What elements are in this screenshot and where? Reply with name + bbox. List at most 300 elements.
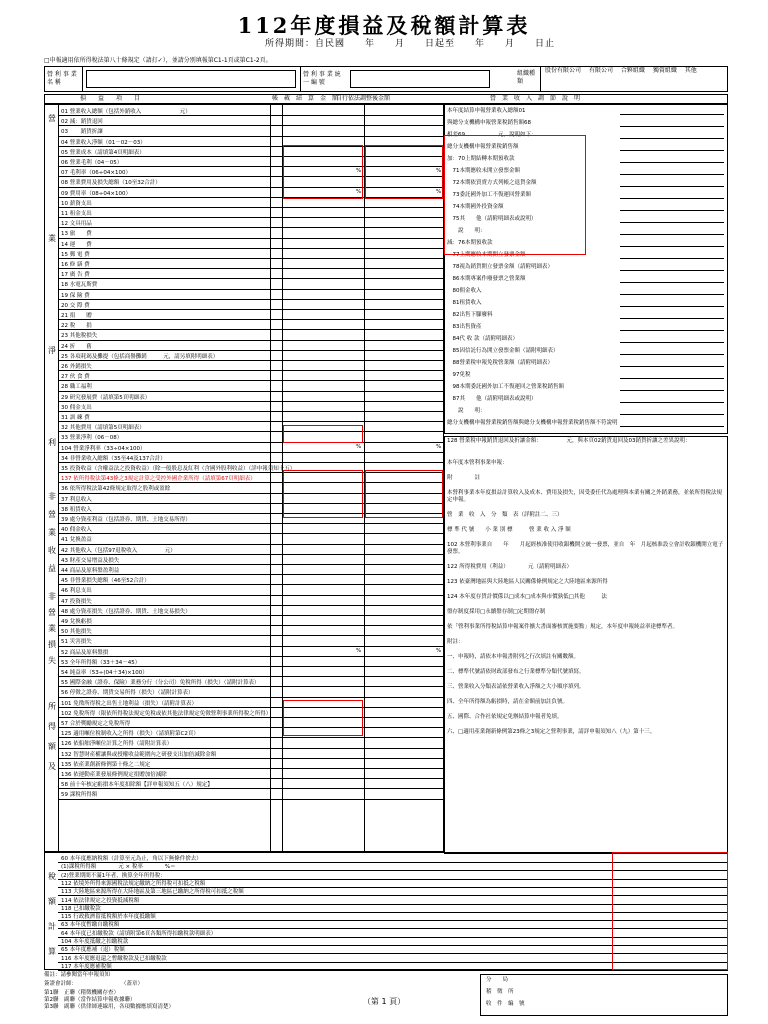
tax-adjust-cell[interactable] [366, 371, 442, 380]
revenue-adjust-amount-line[interactable] [620, 210, 724, 211]
side-label-6: 營 [48, 510, 56, 519]
tax-row-label: 114 依法律規定之投資抵減稅額 [61, 897, 140, 904]
note-item: 123 依臺灣地區與大陸地區人民關係條例規定之大陸地區來源所得 [447, 579, 608, 585]
org-type-3[interactable]: 合夥組織 [620, 67, 645, 74]
percent-sign: % [436, 443, 442, 450]
note-item: 依「營利事業所得稅結算申報案件擴大書面審核實施要點」規定，本年度申報純益率達標準者。 [447, 624, 679, 630]
tax-adjust-cell[interactable] [366, 116, 442, 125]
left-row-label: 35 投資收益（含權益法之投資收益）（除一般股息及紅利（含國外股利收益）（詳申報須知十五） [61, 466, 296, 472]
book-amount-cell[interactable] [284, 249, 362, 258]
book-amount-cell[interactable] [284, 269, 362, 278]
left-row-label: 132 智慧財產權讓與或授權收益範圍內之研發支出加倍減除金額 [61, 751, 217, 758]
org-type-5[interactable]: 其他 [684, 67, 697, 74]
left-row-label: 44 商品及原料盤盈利益 [61, 568, 120, 574]
tax-adjust-cell[interactable] [366, 749, 442, 758]
tax-row-label: 112 依境外所得來源國稅法規定繳納之所得稅可扣抵之稅額 [61, 880, 206, 887]
tax-adjust-cell[interactable] [366, 106, 442, 115]
tax-adjust-cell[interactable] [366, 698, 442, 707]
red-box-net [283, 425, 363, 443]
left-row-label: 04 營業收入淨額（01－02－03） [61, 139, 146, 146]
left-row-label: 21 捐 贈 [61, 313, 92, 319]
left-row-label: 47 投資損失 [61, 598, 92, 605]
left-row-label: 13 旅 費 [61, 231, 92, 238]
book-amount-cell[interactable] [284, 259, 362, 268]
book-amount-cell[interactable] [284, 341, 362, 350]
revenue-adjust-amount-line[interactable] [620, 162, 724, 163]
left-row-label: 39 處分資產利益（包括證券、期貨、土地交易所得） [61, 517, 191, 523]
note-item: 124 本年度存貨計價係以□成本□成本與市價孰低□其他 法 [447, 594, 607, 600]
side-label-divider [58, 104, 59, 852]
tax-adjust-cell[interactable] [366, 708, 442, 717]
revenue-adjust-amount-line[interactable] [620, 342, 724, 343]
book-amount-cell[interactable] [284, 351, 362, 360]
org-type-2[interactable]: 有限公司 [588, 67, 613, 74]
tax-adjust-cell[interactable] [366, 443, 442, 452]
left-row-label: 34 非營業收入總額（35至44及137合計） [61, 455, 166, 462]
uniform-no-field[interactable] [350, 70, 490, 88]
left-row-label: 46 利息支出 [61, 588, 92, 595]
tax-adjust-cell[interactable] [366, 392, 442, 401]
footer-copy-1: 第1聯 正聯（稽徵機關存查） [44, 990, 120, 996]
left-row-label: 41 兌換盈益 [61, 537, 92, 544]
book-amount-cell[interactable] [284, 616, 362, 625]
book-amount-cell[interactable] [284, 759, 362, 768]
revenue-adjust-item: 86本期專案作廢發票之營業額 [447, 276, 526, 282]
revenue-adjust-amount-line[interactable] [620, 354, 724, 355]
revenue-adjust-amount-line[interactable] [620, 174, 724, 175]
book-amount-cell[interactable] [284, 371, 362, 380]
revenue-adjust-item: 88營業稅申報免稅營業額（請附明細表） [447, 360, 553, 366]
col-book-amount: 帳 載 結 算 金 額 [272, 95, 339, 102]
tax-adjust-cell[interactable] [366, 779, 442, 788]
note-item: 附 註 [447, 475, 481, 481]
revenue-adjust-amount-line[interactable] [620, 306, 724, 307]
tax-adjust-cell[interactable] [366, 636, 442, 645]
footer-copy-3: 第3聯 副聯（供律師連線用，各項數據應填寫清楚） [44, 1004, 175, 1010]
revenue-adjust-amount-line[interactable] [620, 294, 724, 295]
revenue-adjust-item: 減：76本期預收款 [447, 240, 493, 246]
office-box [480, 974, 728, 1016]
note-item: 122 所得稅費用（利益） 元（請附明細表） [447, 564, 572, 570]
org-type-4[interactable]: 獨資組織 [652, 67, 677, 74]
revenue-adjust-item: 78視為銷貨開立發票金額（請附明細表） [447, 264, 553, 270]
left-row-label: 05 營業成本（請填第4頁明細表） [61, 149, 145, 156]
left-row-label: 104 營業淨利率（33÷04×100） [61, 445, 146, 452]
col-item: 損 益 項 目 [80, 95, 141, 102]
tax-row-label: (1)課稅所得額 元 × 稅率 %＝ [61, 864, 176, 871]
tax-row-line [58, 970, 728, 971]
left-row-label: 18 水電瓦斯費 [61, 282, 98, 289]
tax-adjust-cell[interactable] [366, 330, 442, 339]
revenue-adjust-item: 71本期應收未開立發票金額 [447, 168, 520, 174]
tax-adjust-cell[interactable] [366, 677, 442, 686]
tax-adjust-cell[interactable] [366, 259, 442, 268]
tax-adjust-cell[interactable] [366, 269, 442, 278]
left-row-label: 33 營業淨利（06－08） [61, 435, 123, 442]
revenue-adjust-amount-line[interactable] [620, 222, 724, 223]
book-amount-cell[interactable] [284, 738, 362, 747]
left-row-label: 50 其他損失 [61, 629, 92, 636]
tax-adjust-cell[interactable] [366, 320, 442, 329]
revenue-adjust-amount-line[interactable] [620, 366, 724, 367]
income-period: 所得期間：自民國 年 月 日起至 年 月 日止 [265, 39, 556, 49]
book-amount-cell[interactable] [284, 300, 362, 309]
side-label-13: 損 [48, 640, 56, 649]
book-amount-cell[interactable] [284, 677, 362, 686]
tax-adjust-cell[interactable] [366, 453, 442, 462]
revenue-adjust-amount-line[interactable] [620, 258, 724, 259]
book-amount-cell[interactable] [284, 636, 362, 645]
tax-adjust-cell[interactable] [366, 534, 442, 543]
revenue-adjust-item: 98本期委託國外加工不復運回之營業稅銷售額 [447, 384, 565, 390]
revenue-adjust-amount-line[interactable] [620, 198, 724, 199]
percent-sign: % [356, 443, 362, 450]
tax-adjust-cell[interactable] [366, 249, 442, 258]
side-label-8: 收 [48, 546, 56, 555]
note-item: 本營利事業本年度損益計算收入及成本、費用及損失，因受委任代為處理與本業有關之外銷業務，並依所得稅法規定申報。 [447, 490, 723, 503]
book-amount-cell[interactable] [284, 555, 362, 564]
tax-adjust-cell[interactable] [366, 667, 442, 676]
business-name-label: 營 利 事 業 名 稱 [47, 71, 77, 86]
side-label-7: 業 [48, 528, 56, 537]
tax-adjust-cell[interactable] [366, 310, 442, 319]
book-amount-cell[interactable] [284, 596, 362, 605]
side-label-11: 營 [48, 608, 56, 617]
book-amount-cell[interactable] [284, 279, 362, 288]
book-amount-cell[interactable] [284, 626, 362, 635]
tax-side-4: 算 [48, 947, 56, 956]
tax-side-2: 額 [48, 897, 56, 906]
book-amount-cell[interactable] [284, 361, 362, 370]
org-type-label: 組織種類 [517, 70, 536, 85]
revenue-adjust-amount-line[interactable] [620, 402, 724, 403]
left-row-label: 137 依所得稅法第43條之3規定計算之受控外國企業所得（請填第67頁明細表） [61, 476, 256, 483]
book-amount-cell[interactable] [284, 412, 362, 421]
left-row-label: 09 費用率（08÷04×100） [61, 190, 131, 197]
revenue-adjust-amount-line[interactable] [620, 114, 724, 115]
revenue-adjust-item: 75其 他（請附明細表或說明） [447, 216, 537, 222]
note-item: 一、申報時，請依本申報書附列之行次填註有關數額。 [447, 654, 580, 660]
book-amount-cell[interactable] [284, 290, 362, 299]
book-amount-cell[interactable] [284, 198, 362, 207]
red-box-nonop [283, 470, 363, 518]
note-item: 標 準 代 號 小 業 別 標 營 業 收 入 淨 額 [447, 527, 571, 533]
book-amount-cell[interactable] [284, 208, 362, 217]
revenue-adjust-amount-line[interactable] [620, 234, 724, 235]
left-row-label: 38 租賃收入 [61, 506, 92, 513]
side-label-14: 失 [48, 656, 56, 665]
tax-row-label: 64 本年度已扣繳稅款（請填附第6頁各類所得扣繳稅款明細表） [61, 930, 217, 937]
revenue-adjust-item: 97免稅 [447, 372, 471, 378]
book-amount-cell[interactable] [284, 402, 362, 411]
left-row-label: 102 免稅所得（限依所得稅法規定免稅或依其他法律規定免徵營利事業所得稅之所得） [61, 710, 272, 717]
revenue-adjust-item: 82出售下腳廢料 [447, 312, 493, 318]
left-row-label: 51 災害損失 [61, 639, 92, 646]
note-item: 三、營業收入分類表請依營業收入淨額之大小順序填列。 [447, 684, 585, 690]
side-label-2: 業 [48, 234, 56, 243]
note-item: 附註： [447, 639, 464, 645]
tax-row-label: 118 已扣繳稅款 [61, 905, 101, 912]
percent-sign: % [356, 168, 362, 175]
tax-adjust-cell[interactable] [366, 616, 442, 625]
book-amount-cell[interactable] [284, 667, 362, 676]
tax-adjust-cell[interactable] [366, 228, 442, 237]
tax-adjust-cell[interactable] [366, 545, 442, 554]
tax-adjust-cell[interactable] [366, 279, 442, 288]
revenue-adjust-amount-line[interactable] [620, 330, 724, 331]
book-amount-cell[interactable] [284, 330, 362, 339]
left-row-label: 23 其他稅損失 [61, 333, 98, 340]
book-amount-cell[interactable] [284, 218, 362, 227]
tax-adjust-cell[interactable] [366, 218, 442, 227]
side-label-17: 額 [48, 742, 56, 751]
tax-adjust-cell[interactable] [366, 208, 442, 217]
book-amount-cell[interactable] [284, 657, 362, 666]
left-row-label: 135 依產業創新條例第十條之二規定 [61, 761, 151, 768]
tax-adjust-cell[interactable] [366, 647, 442, 656]
book-amount-cell[interactable] [284, 116, 362, 125]
note-item: 五、國際、合作社依規定免辦結算申報者免填。 [447, 714, 563, 720]
book-amount-cell[interactable] [284, 443, 362, 452]
tax-row-label: 60 本年度應納稅額（計算至元為止，角以下無條件捨去） [61, 856, 202, 862]
tax-adjust-cell[interactable] [366, 290, 442, 299]
note-item: 二、標準代號請依財政部發布之行業標準分類代號填寫。 [447, 669, 585, 675]
left-row-label: 06 營業毛利（04－05） [61, 160, 123, 166]
left-row-label: 31 訓 練 費 [61, 415, 90, 421]
side-label-9: 益 [48, 564, 56, 573]
left-row-label: 40 佣金收入 [61, 527, 92, 534]
book-amount-cell[interactable] [284, 534, 362, 543]
side-label-10: 非 [48, 592, 56, 601]
tax-adjust-cell[interactable] [366, 728, 442, 737]
tax-adjust-cell[interactable] [366, 341, 442, 350]
revenue-adjust-item: 總分支機構申報營業稅銷售額與總分支機構申報營業稅銷售額不符說明 [447, 420, 618, 426]
revenue-adjust-item: 77上期應收本期開立發票金額 [447, 252, 526, 258]
book-amount-cell[interactable] [284, 106, 362, 115]
tax-adjust-cell[interactable] [366, 381, 442, 390]
tax-adjust-cell[interactable] [366, 606, 442, 615]
tax-adjust-cell[interactable] [366, 575, 442, 584]
book-amount-cell[interactable] [284, 228, 362, 237]
tax-row-label: 115 行政救濟留抵稅額於本年度抵繳額 [61, 914, 156, 921]
revenue-adjust-item: 80佣金收入 [447, 288, 482, 294]
left-row-label: 125 適用噸位稅制收入之所得（損失）（請填附第C2頁） [61, 731, 199, 738]
book-amount-cell[interactable] [284, 779, 362, 788]
left-row-label: 52 商品及原料盤損 [61, 649, 109, 656]
tax-adjust-cell[interactable] [366, 422, 442, 431]
revenue-adjust-item: 加：70上期結轉本期預收款 [447, 156, 515, 162]
side-label-16: 得 [48, 722, 56, 731]
tax-adjust-cell[interactable] [366, 402, 442, 411]
note-item: 128 營業稅申報銷貨退回及折讓金額： 元，與本頁02銷貨退回及03銷貨折讓之差異說明： [447, 438, 691, 444]
footer-note: 備註：請參閱當年申報須知 [44, 972, 111, 978]
revenue-adjust-amount-line[interactable] [620, 414, 724, 415]
tax-adjust-cell[interactable] [366, 239, 442, 248]
org-type-options[interactable] [545, 68, 720, 74]
revenue-adjust-item: 81租賃收入 [447, 300, 482, 306]
revenue-adjust-item: 73委託國外加工不復運回營業額 [447, 192, 531, 198]
note-item: 本年度本營利事業申報： [447, 460, 508, 466]
revenue-adjust-amount-line[interactable] [620, 138, 724, 139]
footer-copy-2: 第2聯 副聯（當作結算申報收據聯） [44, 997, 136, 1003]
left-row-label: 58 前十年核定虧損本年度扣除額【詳申報須知五（八）規定】 [61, 782, 213, 789]
tax-adjust-cell[interactable] [366, 300, 442, 309]
revenue-adjust-amount-line[interactable] [620, 282, 724, 283]
revenue-adjust-item: 74本期國外投資金額 [447, 204, 504, 210]
left-row-label: 10 薪資支出 [61, 200, 92, 207]
org-type-1[interactable]: 股份有限公司 [545, 67, 582, 74]
revenue-adjust-item: 87其 他（請附明細表或說明） [447, 396, 537, 402]
note-item: 四、全年所得額為虧損時，請在金額前加註負號。 [447, 699, 569, 705]
red-box-income [283, 700, 363, 736]
revenue-adjust-item: 總分支機構申報營業稅銷售額 [447, 144, 519, 150]
revenue-adjust-amount-line[interactable] [620, 186, 724, 187]
book-amount-cell[interactable] [284, 310, 362, 319]
left-row-label: 49 兌換虧損 [61, 619, 92, 625]
revenue-adjust-item: 72本期依買賣方式列帳之退貨金額 [447, 180, 537, 186]
left-row-label: 126 依船舶淨噸位計算之所得（請附計算表） [61, 741, 173, 748]
left-row-label: 22 稅 捐 [61, 323, 92, 330]
book-amount-cell[interactable] [284, 585, 362, 594]
left-row-label: 27 伙 食 費 [61, 374, 90, 381]
revenue-adjust-amount-line[interactable] [620, 378, 724, 379]
left-row-line [58, 799, 444, 800]
revenue-adjust-amount-line[interactable] [620, 150, 724, 151]
left-row-label: 03 銷貨折讓 [61, 129, 103, 136]
revenue-adjust-item: 83出售資產 [447, 324, 482, 330]
tax-row-label: 113 大陸地區來源所得在大陸地區及第三地區已繳納之所得稅可扣抵之稅額 [61, 889, 244, 896]
tax-adjust-cell[interactable] [366, 718, 442, 727]
book-amount-cell[interactable] [284, 565, 362, 574]
percent-sign: % [356, 188, 362, 195]
tax-row-label: (2)營業期間不滿1年者，換算全年所得稅： [61, 872, 166, 879]
left-row-label: 17 廣 告 費 [61, 272, 90, 279]
left-row-label: 29 研究發展費（請填第5頁明細表） [61, 394, 151, 401]
revenue-adjust-amount-line[interactable] [620, 246, 724, 247]
book-amount-cell[interactable] [284, 606, 362, 615]
left-row-label: 14 運 費 [61, 241, 92, 248]
tax-adjust-cell[interactable] [366, 351, 442, 360]
left-row-label: 136 依運動產業發展條例規定捐贈加倍減除 [61, 772, 167, 778]
left-row-label: 16 修 繕 費 [61, 262, 90, 268]
business-name-field[interactable] [86, 70, 296, 88]
revenue-adjust-amount-line[interactable] [620, 318, 724, 319]
tax-adjust-cell[interactable] [366, 524, 442, 533]
book-amount-cell[interactable] [284, 749, 362, 758]
left-row-label: 25 各項耗竭及攤提（包括商譽攤銷 元，請另填附明細表） [61, 353, 219, 360]
book-amount-cell[interactable] [284, 545, 362, 554]
tax-row-label: 65 本年度應補（退）稅額 [61, 947, 125, 954]
book-amount-cell[interactable] [284, 392, 362, 401]
left-row-label: 55 國際金融（證券、保險）業務分行（分公司）免稅所得（損失）（請附計算表） [61, 680, 260, 687]
left-row-label: 20 交 際 費 [61, 302, 90, 309]
book-amount-cell[interactable] [284, 453, 362, 462]
left-row-label: 26 外銷損失 [61, 364, 92, 370]
revenue-adjust-amount-line[interactable] [620, 390, 724, 391]
book-amount-cell[interactable] [284, 320, 362, 329]
tax-adjust-cell[interactable] [366, 361, 442, 370]
tax-side-1: 稅 [48, 872, 56, 881]
left-row-label: 08 營業費用及損失總額（10至32合計） [61, 180, 161, 187]
tax-row-label: 104 本年度抵繳之扣繳稅款 [61, 939, 129, 945]
tax-adjust-cell[interactable] [366, 596, 442, 605]
left-row-label: 24 折 舊 [61, 343, 92, 350]
left-row-label: 54 純益率（53÷(04＋34)×100） [61, 670, 148, 676]
red-box-nonop-adj [365, 470, 443, 518]
tax-adjust-cell[interactable] [366, 555, 442, 564]
book-amount-cell[interactable] [284, 769, 362, 778]
revenue-adjust-amount-line[interactable] [620, 126, 724, 127]
tax-adjust-cell[interactable] [366, 769, 442, 778]
left-row-label: 43 財產交易增益及損失 [61, 557, 120, 564]
book-amount-cell[interactable] [284, 126, 362, 135]
tax-adjust-cell[interactable] [366, 432, 442, 441]
left-row-label: 32 其他費用（請填第5頁明細表） [61, 425, 145, 432]
tax-adjust-cell[interactable] [366, 412, 442, 421]
note-item: 營 業 收 入 分 類 表（詳附註二、三） [447, 512, 563, 518]
left-row-label: 07 毛利率（06÷04×100） [61, 170, 131, 177]
revenue-adjust-item: 與總分支機構申報營業稅銷售額68 [447, 120, 531, 126]
tax-adjust-cell[interactable] [366, 126, 442, 135]
left-row-label: 56 停徵之證券、期貨交易所得（損失）（請附計算表） [61, 690, 194, 697]
revenue-adjust-item: 本年度結算申報營業收入總額01 [447, 108, 526, 114]
book-amount-cell[interactable] [284, 789, 362, 798]
note-item: 六、□適用產業創新條例第23條之3規定之營利事業，請詳申報須知八（九）第十三。 [447, 729, 656, 735]
revenue-adjust-item: 相差69 元，說明如下： [447, 132, 537, 138]
left-row-label: 59 課稅所得額 [61, 792, 98, 799]
revenue-adjust-item: 85因信託行為開立發票金額（請附明細表） [447, 348, 559, 354]
left-row-label: 36 依所得稅法第42條規定取得之股利或盈餘 [61, 486, 171, 493]
left-row-label: 15 郵 電 費 [61, 251, 90, 258]
tax-adjust-cell[interactable] [366, 738, 442, 747]
book-amount-cell[interactable] [284, 381, 362, 390]
book-amount-cell[interactable] [284, 524, 362, 533]
left-row-label: 12 文具用品 [61, 221, 92, 228]
filing-check-line[interactable]: □申報適用依所得稅法第八十條規定（請打✓），並請分別填報第C1-1頁或第C1-2頁。 [44, 57, 272, 64]
revenue-adjust-amount-line[interactable] [620, 270, 724, 271]
side-label-12: 業 [48, 624, 56, 633]
note-item: 盤存制度採用□永續盤存制□定期盤存制 [447, 609, 546, 615]
left-row-label: 42 其他收入（包括97退稅收入 元） [61, 547, 176, 554]
tax-adjust-cell[interactable] [366, 585, 442, 594]
percent-sign: % [356, 647, 362, 654]
tax-adjust-cell[interactable] [366, 626, 442, 635]
left-row-label: 11 租金支出 [61, 211, 92, 217]
book-amount-cell[interactable] [284, 239, 362, 248]
tax-adjust-cell[interactable] [366, 198, 442, 207]
left-row-label: 53 全年所得額（33＋34－45） [61, 659, 141, 666]
tax-side-3: 計 [48, 922, 56, 931]
revenue-adjust-amount-line[interactable] [620, 426, 724, 427]
form-title: 112年度損益及稅額計算表 [237, 13, 531, 38]
book-amount-cell[interactable] [284, 687, 362, 696]
side-label-3: 淨 [48, 346, 56, 355]
left-row-label: 57 合於獎勵規定之免稅所得 [61, 721, 131, 727]
red-box-tax [612, 852, 728, 970]
tax-adjust-cell[interactable] [366, 565, 442, 574]
col-tax-adjust: 自行依法調整後金額 [336, 95, 391, 102]
side-label-4: 利 [48, 438, 56, 447]
book-amount-cell[interactable] [284, 647, 362, 656]
side-label-15: 所 [48, 702, 56, 711]
tax-adjust-cell[interactable] [366, 687, 442, 696]
book-amount-cell[interactable] [284, 575, 362, 584]
revenue-adjust-item: 說 明： [447, 408, 486, 414]
tax-adjust-cell[interactable] [366, 759, 442, 768]
left-row-label: 01 營業收入總額（包括外銷收入 元） [61, 109, 191, 115]
tax-adjust-cell[interactable] [366, 789, 442, 798]
tax-adjust-cell[interactable] [366, 657, 442, 666]
